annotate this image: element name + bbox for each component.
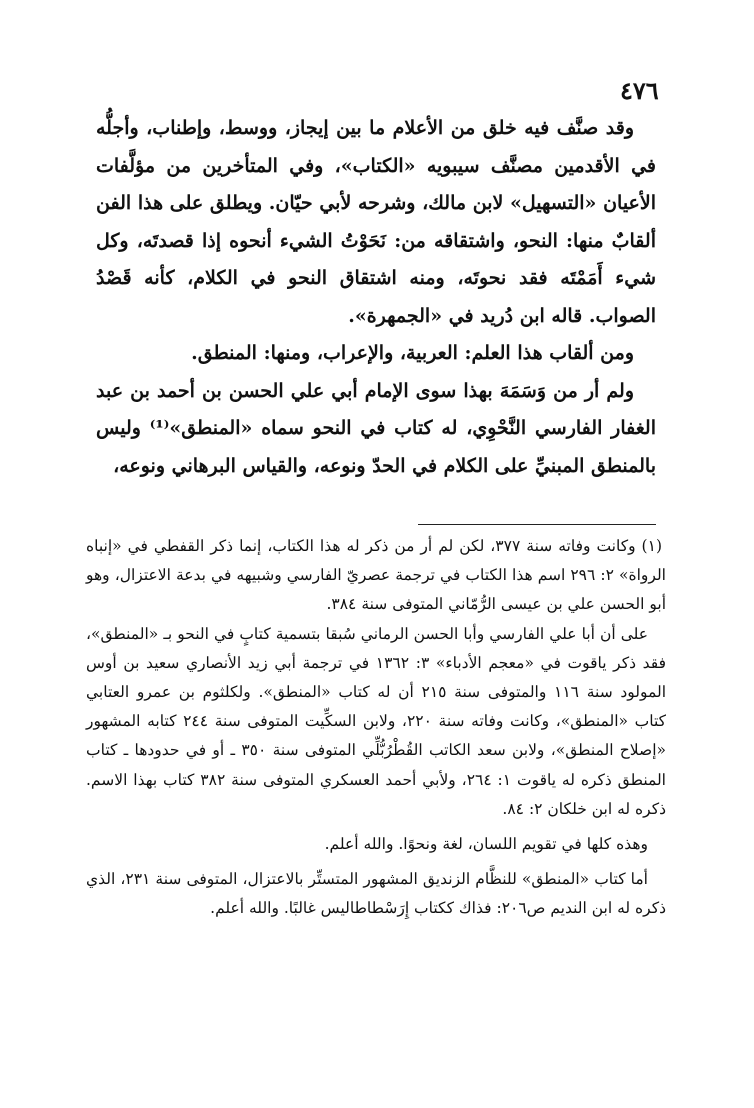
footnote-paragraph-4: أما كتاب «المنطق» للنظَّام الزنديق المشهور المتستِّر بالاعتزال، المتوفى سنة ٢٣١، الذي ذكره له ابن النديم ص٢٠٦: فذاك ككتاب إِرَسْطاطاليس غالبًا. والله أعلم. <box>86 870 666 918</box>
footnote-1: (١) وكانت وفاته سنة ٣٧٧، لكن لم أر من ذكر له هذا الكتاب، إنما ذكر القفطي في «إنباه الرواة» ٢: ٢٩٦ اسم هذا الكتاب في ترجمة عصريّ الفارسي وشبيهه في بدعة الاعتزال، وهو أبو الحسن علي بن عيسى الرُّمّاني المتوفى سنة ٣٨٤. <box>86 537 666 614</box>
main-paragraph-3: ولم أر من وَسَمَهَ بهذا سوى الإمام أبي علي الحسن بن أحمد بن عبد الغفار الفارسي النَّحْوِي، له كتاب في النحو سماه «المنطق»⁽¹⁾ وليس بالمنطق المبنيِّ على الكلام في الحدّ ونوعه، والقياس البرهاني ونوعه، <box>96 379 656 477</box>
main-text <box>96 110 656 485</box>
page-number: ٤٧٦ <box>620 76 659 105</box>
footnote-paragraph-2: على أن أبا علي الفارسي وأبا الحسن الرماني سُبقا بتسمية كتابٍ في النحو بـ «المنطق»، فقد ذكر ياقوت في «معجم الأدباء» ٣: ١٣٦٢ في ترجمة أبي زيد الأنصاري سعيد بن أوس المولود سنة ١١٦ والمتوفى سنة ٢١٥ أن له كتاب «المنطق». ولكلثوم بن عمرو العتابي كتاب «المنطق»، وكانت وفاته سنة ٢٢٠، ولابن السكِّيت المتوفى سنة ٢٤٤ كتابه المشهور «إصلاح المنطق»، ولابن سعد الكاتب القُطْرُبُّلِّي المتوفى سنة ٣٥٠ ـ أو في حدودها ـ كتاب المنطق ذكره له ياقوت ١: ٢٦٤، ولأبي أحمد العسكري المتوفى سنة ٣٨٢ كتاب بهذا الاسم. ذكره له ابن خلكان ٢: ٨٤. <box>86 624 667 818</box>
main-paragraph-2: ومن ألقاب هذا العلم: العربية، والإعراب، ومنها: المنطق. <box>191 342 634 364</box>
footnotes <box>86 532 666 924</box>
main-paragraph-1: وقد صنَّف فيه خلق من الأعلام ما بين إيجاز، ووسط، وإطناب، وأجلُّه في الأقدمين مصنَّف سيبويه «الكتاب»، وفي المتأخرين من مؤلَّفات الأعيان «التسهيل» لابن مالك، وشرحه لأبي حيّان. ويطلق على هذا الفن ألقابٌ منها: النحو، واشتقاقه من: نَحَوْتُ الشيء أنحوه إذا قصدتَه، وكل شيء أَمَمْتَه فقد نحوتَه، ومنه اشتقاق النحو في الكلام، كأنه قَصْدُ الصواب. قاله ابن دُريد في «الجمهرة». <box>96 117 656 327</box>
footnote-paragraph-3: وهذه كلها في تقويم اللسان، لغة ونحوًا. والله أعلم. <box>324 835 648 854</box>
footnote-separator <box>418 524 656 525</box>
